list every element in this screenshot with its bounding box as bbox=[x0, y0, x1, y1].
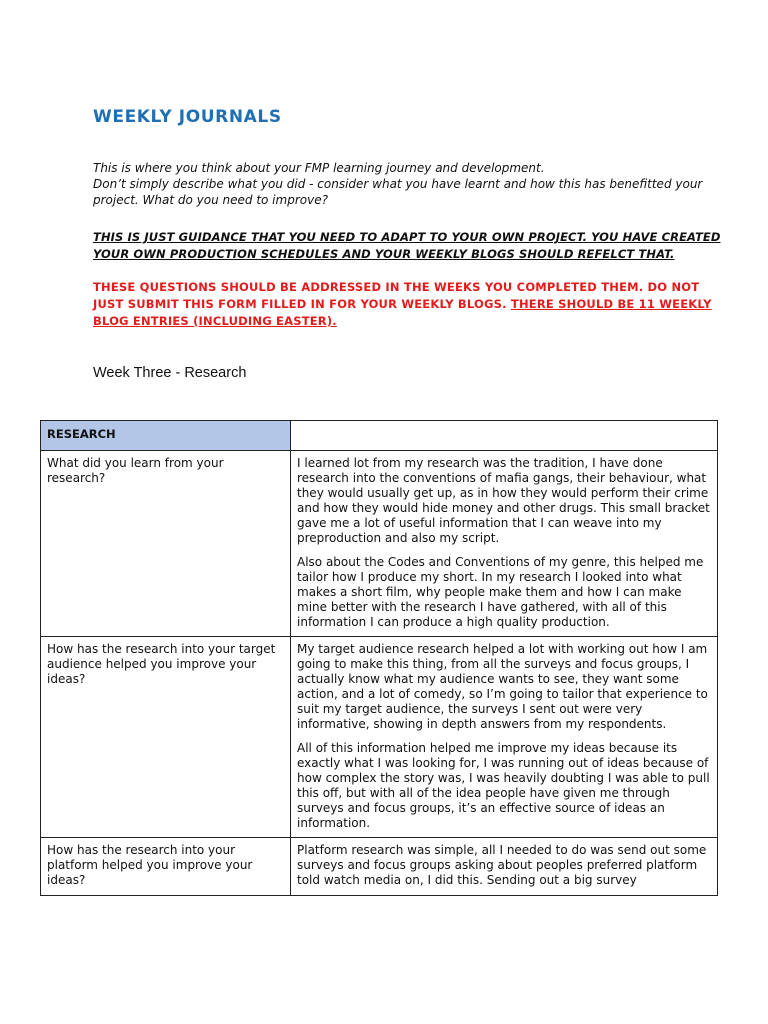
research-table bbox=[40, 420, 718, 896]
intro-line-1: This is where you think about your FMP learning journey and development. bbox=[93, 161, 545, 175]
table-row bbox=[41, 637, 718, 838]
answer-cell-wrapper bbox=[291, 838, 718, 896]
table-header-empty bbox=[291, 421, 718, 451]
table-row bbox=[41, 451, 718, 637]
answer-cell bbox=[291, 637, 718, 838]
question-cell: What did you learn from your research? bbox=[41, 451, 291, 637]
question-cell: How has the research into your platform helped you improve your ideas? bbox=[41, 838, 291, 896]
answer-paragraph: My target audience research helped a lot with working out how I am going to make this thing, from all the surveys and focus groups, I actually know what my audience wants to see, they want some action, and a lot of comedy, so I’m going to tailor that experience to suit my target audience, the surveys I sent out were very informative, showing in depth answers from my respondents. bbox=[297, 642, 708, 731]
guidance-note: THIS IS JUST GUIDANCE THAT YOU NEED TO ADAPT TO YOUR OWN PROJECT. YOU HAVE CREATED YOUR OWN PRODUCTION SCHEDULES AND YOUR WEEKLY BLOGS SHOULD REFELCT THAT. bbox=[93, 230, 721, 261]
answer-paragraph: Platform research was simple, all I needed to do was send out some surveys and focus groups asking about peoples preferred platform told watch media on, I did this. Sending out a big survey bbox=[297, 843, 707, 887]
table-header-row bbox=[41, 421, 718, 451]
answer-paragraph: I learned lot from my research was the tradition, I have done research into the conventions of mafia gangs, their behaviour, what they would usually get up, as in how they would perform their crime and how they would hide money and other drugs. This small bracket gave me a lot of useful information that I can weave into my preproduction and also my script. bbox=[297, 456, 710, 545]
answer-paragraph: Also about the Codes and Conventions of my genre, this helped me tailor how I produce my short. In my research I looked into what makes a short film, why people make them and how I can make mine better with the research I have gathered, with all of this information I can produce a high quality production. bbox=[297, 555, 704, 629]
answer-cell bbox=[297, 843, 711, 889]
answer-cell bbox=[291, 451, 718, 637]
answer-paragraph: All of this information helped me improve my ideas because its exactly what I was looking for, I was running out of ideas because of how complex the story was, I was heavily doubting I was able to pull this off, but with all of the idea people have given me through surveys and focus groups, it’s an effective source of ideas an information. bbox=[297, 741, 710, 830]
page-title: WEEKLY JOURNALS bbox=[93, 107, 282, 127]
intro-text bbox=[93, 160, 733, 208]
intro-line-2: Don’t simply describe what you did - consider what you have learnt and how this has benefitted your project. What do you need to improve? bbox=[93, 177, 703, 207]
table-row bbox=[41, 838, 718, 896]
week-heading: Week Three - Research bbox=[93, 365, 247, 381]
warning-underlined-text: THERE SHOULD BE 11 WEEKLY BLOG ENTRIES (INCLUDING EASTER). bbox=[93, 297, 712, 328]
question-cell: How has the research into your target audience helped you improve your ideas? bbox=[41, 637, 291, 838]
table-header-label: RESEARCH bbox=[41, 421, 291, 451]
warning-note bbox=[93, 279, 733, 330]
warning-text: THESE QUESTIONS SHOULD BE ADDRESSED IN THE WEEKS YOU COMPLETED THEM. DO NOT JUST SUBMIT THIS FORM FILLED IN FOR YOUR WEEKLY BLOGS. bbox=[93, 280, 700, 311]
